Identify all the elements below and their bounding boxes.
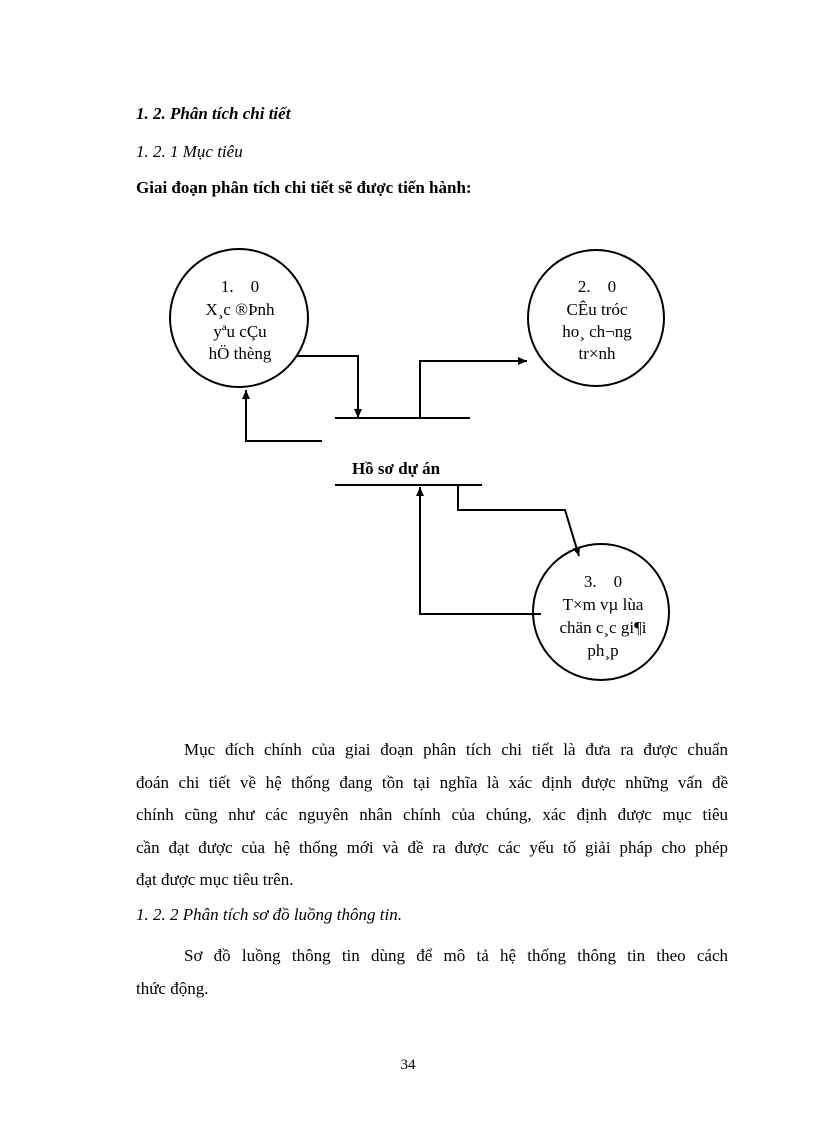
process-1-line-1: X¸c ®Þnh (205, 300, 275, 319)
paragraph-purpose (136, 734, 728, 897)
process-3-line-2: chän c¸c gi¶i (559, 618, 647, 637)
process-1-line-3: hÖ thèng (208, 344, 272, 363)
page-number: 34 (400, 1057, 416, 1073)
paragraph-flow-diagram (136, 940, 728, 1005)
flow-p1-to-store (297, 356, 358, 418)
section-heading: 1. 2. Phân tích chi tiết (136, 104, 291, 123)
process-3-line-3: ph¸p (587, 641, 619, 660)
subsection-heading-2: 1. 2. 2 Phân tích sơ đồ luồng thông tin. (136, 905, 402, 924)
process-1-number: 1. 0 (220, 277, 260, 296)
paragraph-line: đạt được mục tiêu trên. (136, 870, 294, 889)
process-3-number: 3. 0 (583, 572, 623, 591)
process-2-line-2: ho¸ ch¬ng (562, 322, 632, 341)
paragraph-line: chính cũng như các nguyên nhân chính của chúng, xác định được mục tiêu (136, 805, 728, 824)
process-2-line-1: CÊu tróc (566, 300, 628, 319)
process-2-number: 2. 0 (577, 277, 617, 296)
paragraph-line: đoán chi tiết về hệ thống đang tồn tại nghĩa là xác định được những vấn đề (136, 772, 728, 792)
lead-sentence: Giai đoạn phân tích chi tiết sẽ được tiến hành: (136, 178, 472, 197)
paragraph-line: Mục đích chính của giai đoạn phân tích chi tiết là đưa ra được chuẩn (184, 740, 728, 759)
paragraph-line: thức động. (136, 978, 209, 998)
flow-p3-to-store (420, 487, 541, 614)
subsection-heading: 1. 2. 1 Mục tiêu (136, 142, 243, 161)
flow-store-to-p2 (420, 361, 527, 418)
process-3-line-1: T×m vµ lùa (562, 595, 644, 614)
process-2-line-3: tr×nh (578, 344, 616, 363)
flow-store-to-p3 (458, 485, 579, 556)
flow-store-to-p1 (246, 390, 322, 441)
datastore-label: Hồ sơ dự án (351, 459, 441, 478)
paragraph-line: cần đạt được của hệ thống mới và đề ra được các yếu tố giải pháp cho phép (136, 837, 728, 857)
process-1-line-2: yªu cÇu (213, 322, 267, 341)
paragraph-line: Sơ đồ luồng thông tin dùng để mô tả hệ thống thông tin theo cách (184, 946, 728, 965)
